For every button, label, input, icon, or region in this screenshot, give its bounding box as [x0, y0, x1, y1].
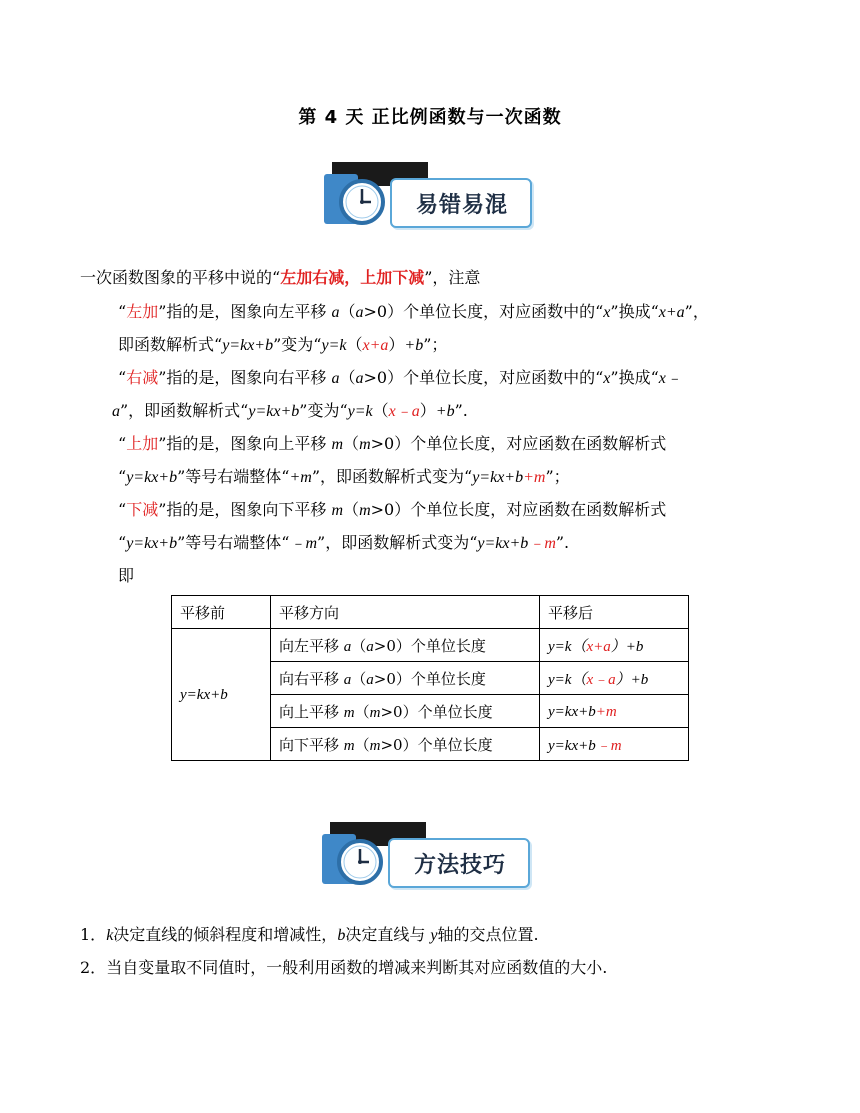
- rule-highlight: 左加右减，上加下减: [280, 268, 425, 287]
- rule-right-line1: “右减”指的是，图象向右平移 a（a>0）个单位长度，对应函数中的“x”换成“x﹣: [118, 368, 682, 387]
- table-cell-direction: 向下平移 m（m>0）个单位长度: [271, 728, 540, 761]
- table-cell-direction: 向上平移 m（m>0）个单位长度: [271, 695, 540, 728]
- table-row: [172, 629, 689, 662]
- table-cell-direction: 向右平移 a（a>0）个单位长度: [271, 662, 540, 695]
- rule-up-line1: “上加”指的是，图象向上平移 m（m>0）个单位长度，对应函数在函数解析式: [118, 434, 667, 453]
- table-header-row: [172, 596, 689, 629]
- ji-label: 即: [118, 566, 135, 585]
- banner-label: 方法技巧: [413, 852, 506, 878]
- rule-down-line1: “下减”指的是，图象向下平移 m（m>0）个单位长度，对应函数在函数解析式: [118, 500, 667, 519]
- table-cell-after: y=kx+b﹣m: [540, 728, 689, 761]
- table-cell-before: y=kx+b: [172, 629, 271, 761]
- table-cell-direction: 向左平移 a（a>0）个单位长度: [271, 629, 540, 662]
- intro-line: 一次函数图象的平移中说的“左加右减，上加下减”，注意: [80, 268, 481, 287]
- section-banner-methods: [322, 822, 532, 894]
- table-header: 平移后: [540, 596, 689, 629]
- table-header: 平移方向: [271, 596, 540, 629]
- section-banner-mistakes: [324, 162, 534, 234]
- table-cell-after: y=k（x+a）+b: [540, 629, 689, 662]
- rule-right-line2: a”，即函数解析式“y=kx+b”变为“y=k（x﹣a）+b”.: [112, 401, 468, 420]
- rule-down-line2: “y=kx+b”等号右端整体“﹣m”，即函数解析式变为“y=kx+b﹣m”.: [118, 533, 570, 552]
- clock-icon: [336, 838, 384, 886]
- tip-item-1: 1．k决定直线的倾斜程度和增减性，b决定直线与 y轴的交点位置.: [80, 925, 539, 944]
- clock-icon: [338, 178, 386, 226]
- table-header: 平移前: [172, 596, 271, 629]
- table-cell-after: y=k（x﹣a）+b: [540, 662, 689, 695]
- rule-up-line2: “y=kx+b”等号右端整体“+m”，即函数解析式变为“y=kx+b+m”；: [118, 467, 570, 486]
- page-title: 第 4 天 正比例函数与一次函数: [298, 107, 562, 128]
- rule-left-line2: 即函数解析式“y=kx+b”变为“y=k（x+a）+b”；: [118, 335, 448, 354]
- banner-label: 易错易混: [415, 192, 508, 218]
- tip-item-2: 2．当自变量取不同值时，一般利用函数的增减来判断其对应函数值的大小.: [80, 958, 608, 977]
- table-cell-after: y=kx+b+m: [540, 695, 689, 728]
- rule-left-line1: “左加”指的是，图象向左平移 a（a>0）个单位长度，对应函数中的“x”换成“x+a”，: [118, 302, 709, 321]
- translation-table: [171, 595, 689, 761]
